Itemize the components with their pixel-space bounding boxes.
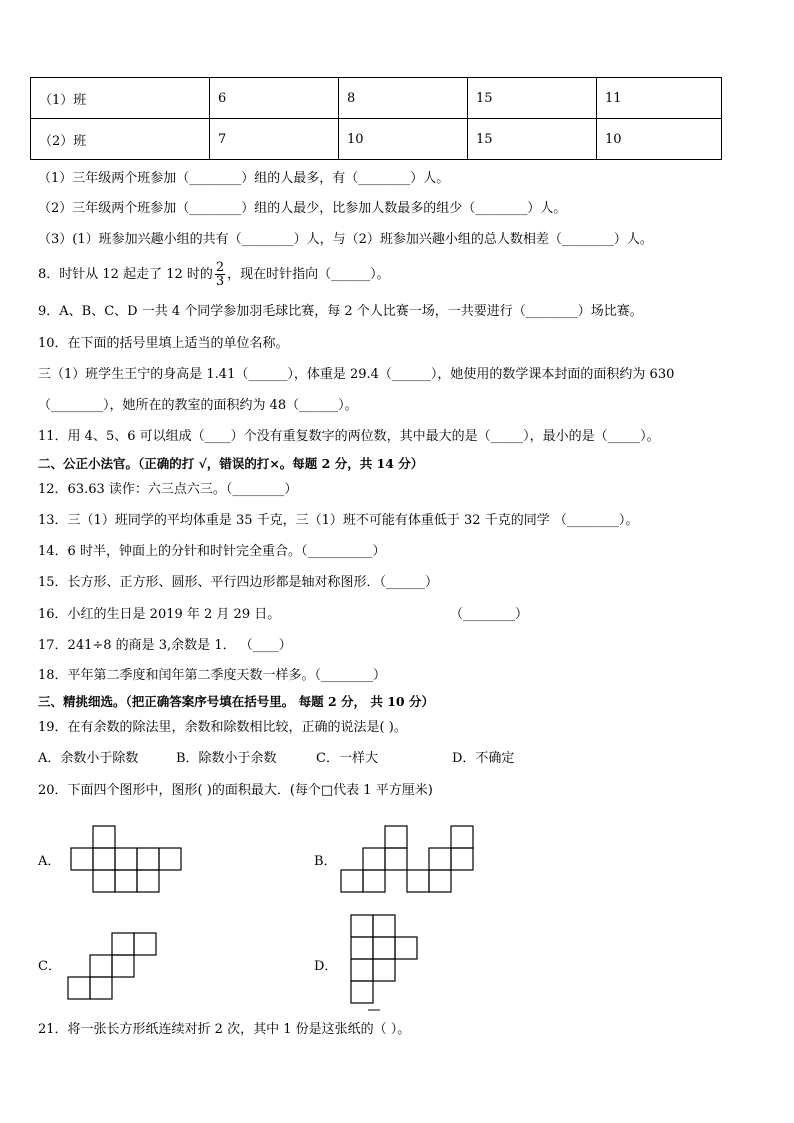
- question-15: 15．长方形、正方形、圆形、平行四边形都是轴对称图形．（______）: [38, 575, 439, 590]
- fraction: [215, 261, 225, 288]
- question-20: 20．下面四个图形中，图形( )的面积最大．(每个□代表 1 平方厘米): [38, 783, 433, 798]
- table-cell: （1）班: [31, 78, 210, 119]
- figure-b: [340, 825, 480, 895]
- question-10-line2: （________），她所在的教室的面积约为 48（______）。: [38, 398, 358, 413]
- question-16-blank: （________）: [450, 607, 529, 622]
- figure-label-b: B．: [314, 854, 337, 869]
- figure-d: [350, 914, 425, 1014]
- q8-before: 8．时针从 12 起走了 12 时的: [38, 267, 213, 282]
- table-cell: 15: [468, 78, 597, 119]
- figure-label-a: A．: [38, 854, 61, 869]
- question-14: 14．6 时半，钟面上的分针和时针完全重合。（__________）: [38, 544, 386, 559]
- figure-label-d: D．: [314, 959, 338, 974]
- section-2-heading: 二、公正小法官。（正确的打 √，错误的打×。每题 2 分，共 14 分）: [38, 456, 424, 471]
- question-10-line1: 三（1）班学生王宁的身高是 1.41（______），体重是 29.4（______），她使用的数学课本封面的面积约为 630: [38, 367, 675, 382]
- table-cell: （2）班: [31, 119, 210, 160]
- table-row: [31, 78, 722, 119]
- question-17: 17．241÷8 的商是 3,余数是 1． （____）: [38, 638, 292, 653]
- question-16: 16．小红的生日是 2019 年 2 月 29 日。: [38, 607, 281, 622]
- q7-sub2: （2）三年级两个班参加（________）组的人最少，比参加人数最多的组少（________）人。: [38, 201, 567, 216]
- table-row: [31, 119, 722, 160]
- score-table: [30, 77, 722, 160]
- table-cell: 10: [597, 119, 722, 160]
- question-11: 11．用 4、5、6 可以组成（____）个没有重复数字的两位数，其中最大的是（_____），最小的是（_____）。: [38, 429, 660, 444]
- table-cell: 8: [339, 78, 468, 119]
- figure-c: [67, 932, 162, 1002]
- q7-sub3: （3）(1）班参加兴趣小组的共有（________）人，与（2）班参加兴趣小组的总人数相差（________）人。: [38, 232, 653, 247]
- section-3-heading: 三、精挑细选。（把正确答案序号填在括号里。 每题 2 分， 共 10 分）: [38, 694, 434, 709]
- q19-option-a: A．余数小于除数: [38, 751, 139, 766]
- q19-option-c: C．一样大: [316, 751, 378, 766]
- q8-after: ，现在时针指向（______）。: [227, 267, 390, 282]
- table-cell: 10: [339, 119, 468, 160]
- fraction-denominator: 3: [215, 274, 225, 289]
- q19-option-b: B．除数小于余数: [176, 751, 277, 766]
- figure-label-c: C．: [38, 959, 61, 974]
- figure-a: [70, 825, 185, 895]
- table-cell: 6: [210, 78, 339, 119]
- question-19: 19．在有余数的除法里，余数和除数相比较，正确的说法是( )。: [38, 720, 407, 735]
- table-cell: 7: [210, 119, 339, 160]
- fraction-numerator: 2: [215, 260, 225, 275]
- question-10-title: 10．在下面的括号里填上适当的单位名称。: [38, 336, 289, 351]
- table-cell: 15: [468, 119, 597, 160]
- question-13: 13．三（1）班同学的平均体重是 35 千克，三（1）班不可能有体重低于 32 千克的同学 （________）。: [38, 513, 639, 528]
- question-9: 9．A、B、C、D 一共 4 个同学参加羽毛球比赛，每 2 个人比赛一场，一共要进行（________）场比赛。: [38, 304, 643, 319]
- question-18: 18．平年第二季度和闰年第二季度天数一样多。（________）: [38, 668, 387, 683]
- q19-option-d: D．不确定: [452, 751, 515, 766]
- question-8: [38, 258, 390, 292]
- table-cell: 11: [597, 78, 722, 119]
- q7-sub1: （1）三年级两个班参加（________）组的人最多，有（________）人。: [38, 171, 450, 186]
- question-21: 21．将一张长方形纸连续对折 2 次，其中 1 份是这张纸的（ ）。: [38, 1022, 411, 1037]
- question-12: 12．63.63 读作：六三点六三。（________）: [38, 482, 298, 497]
